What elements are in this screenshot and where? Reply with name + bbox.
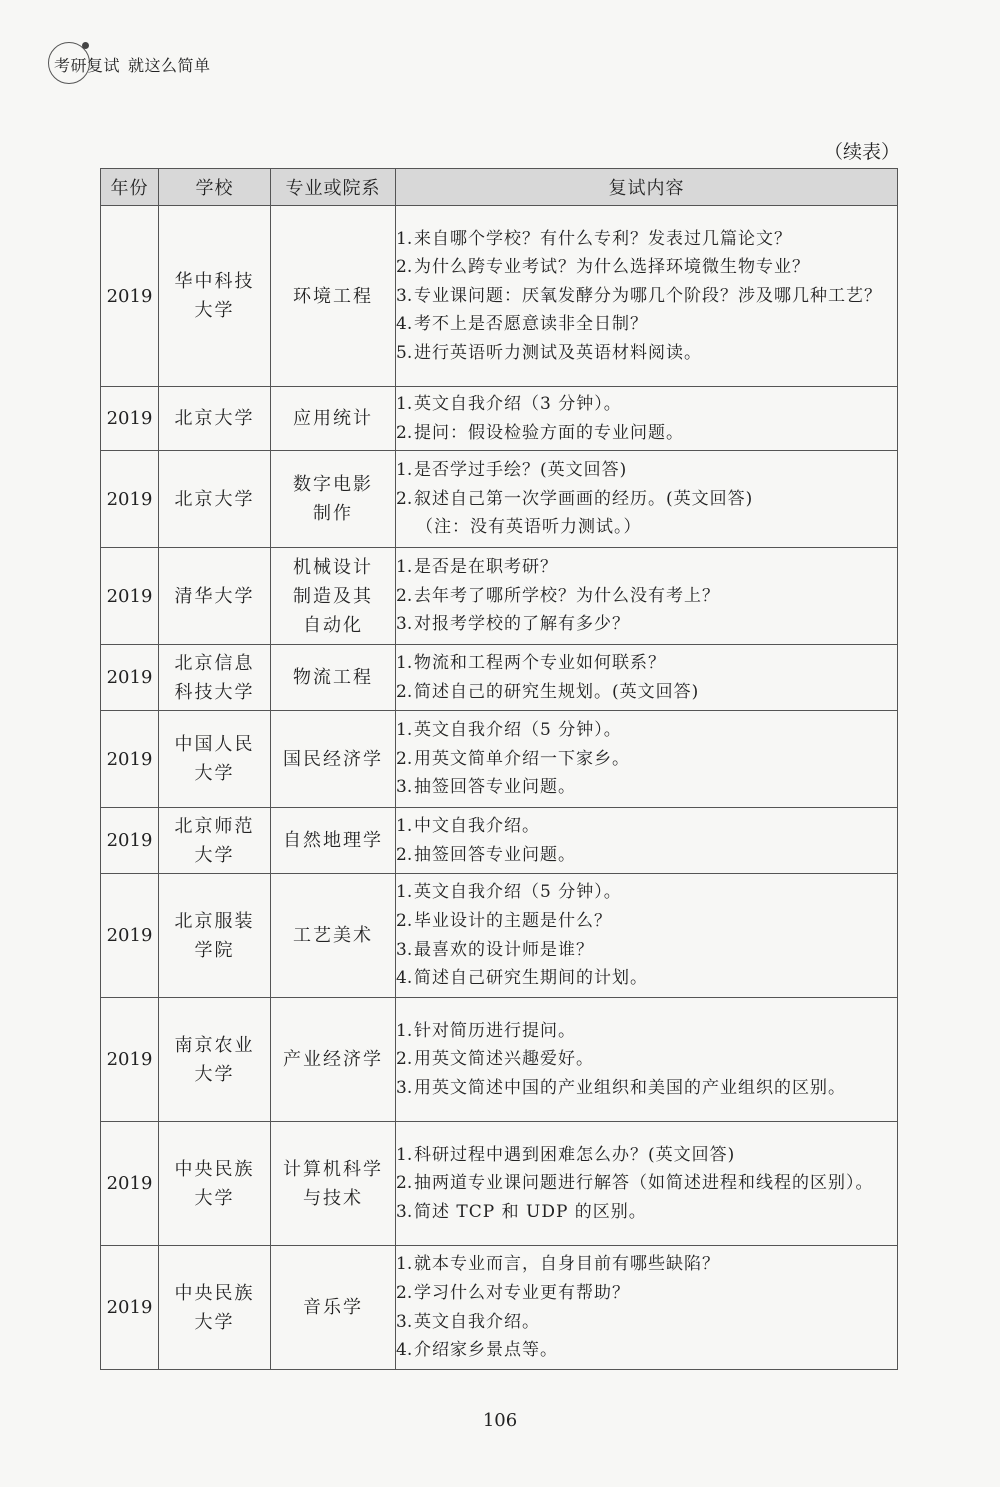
list-item [396,964,897,993]
item-text: 去年考了哪所学校？为什么没有考上？ [414,585,720,606]
list-item [396,878,897,907]
year-cell: 2019 [101,645,159,711]
item-text: 进行英语听力测试及英语材料阅读。 [414,342,702,363]
item-number: 1. [396,720,413,741]
table-row [101,548,898,645]
content-cell [396,206,898,387]
item-text: 英文自我介绍（5 分钟）。 [414,720,622,741]
logo-dot-icon [82,42,89,49]
major-cell-line: 工艺美术 [293,925,373,946]
column-header-major: 专业或院系 [271,169,396,206]
school-cell [159,451,271,548]
major-cell [271,1246,396,1370]
school-cell [159,1246,271,1370]
major-cell-line: 计算机科学 [283,1158,383,1180]
item-number: 1. [396,882,413,903]
continued-label: （续表） [823,141,900,163]
year-cell: 2019 [101,451,159,548]
school-cell [159,387,271,451]
major-cell-line: 制造及其 [293,585,373,607]
item-text: 就本专业而言，自身目前有哪些缺陷？ [414,1254,720,1275]
item-text: 针对简历进行提问。 [414,1020,576,1041]
major-cell [271,711,396,808]
school-cell-line: 大学 [194,300,235,321]
school-cell-line: 北京大学 [174,408,255,429]
item-number: 2. [396,844,413,865]
year-cell: 2019 [101,808,159,874]
list-item [396,1045,897,1074]
major-cell [271,808,396,874]
list-item [396,1074,897,1103]
item-number: 1. [396,652,413,673]
list-item [396,773,897,802]
header-brand: 考研复试 [54,55,121,75]
table-row [101,206,898,387]
major-cell-line: 音乐学 [303,1297,363,1318]
interview-table [100,168,898,1370]
school-cell-line: 大学 [194,844,235,866]
list-item [396,485,897,514]
list-item [396,456,897,485]
header-tagline: 就这么简单 [128,55,211,75]
school-cell-line: 学院 [194,939,235,961]
school-cell-line: 大学 [194,763,235,784]
item-number: 2. [396,585,413,606]
table-row [101,387,898,451]
item-number: 3. [396,777,413,798]
item-number: 2. [396,1173,413,1194]
item-text: 简述自己的研究生规划。(英文回答) [414,681,700,702]
list-item [396,1250,897,1279]
major-cell-line: 产业经济学 [283,1049,383,1070]
content-cell [396,808,898,874]
item-text: 学习什么对专业更有帮助？ [414,1282,630,1303]
item-number: 1. [396,1254,413,1275]
major-cell [271,645,396,711]
list-item [396,390,897,419]
school-cell-line: 清华大学 [174,585,255,607]
major-cell [271,387,396,451]
list-item [396,649,897,678]
table-row [101,711,898,808]
year-cell: 2019 [101,998,159,1122]
school-cell-line: 大学 [194,1311,235,1333]
major-cell [271,548,396,645]
major-cell-line: 环境工程 [293,285,373,307]
item-text: 中文自我介绍。 [414,815,540,836]
item-text: 考不上是否愿意读非全日制？ [414,314,648,335]
item-text: 毕业设计的主题是什么？ [414,910,612,931]
list-item [396,907,897,936]
item-number: 4. [396,968,413,989]
table-row [101,808,898,874]
item-number: 5. [396,342,413,363]
item-number: 2. [396,488,413,509]
table-row [101,451,898,548]
school-cell-line: 北京大学 [174,488,255,510]
table-row [101,874,898,998]
year-cell: 2019 [101,874,159,998]
item-number: 1. [396,460,413,481]
school-cell [159,998,271,1122]
major-cell-line: 机械设计 [293,556,373,578]
year-cell: 2019 [101,206,159,387]
list-item [396,745,897,774]
year-cell: 2019 [101,711,159,808]
page-number: 106 [482,1410,518,1431]
list-item [396,1279,897,1308]
item-text: 提问：假设检验方面的专业问题。 [414,422,684,443]
year-cell: 2019 [101,387,159,451]
list-item [396,1336,897,1365]
list-item [396,419,897,448]
content-cell [396,998,898,1122]
note-text: （注：没有英语听力测试。） [416,517,642,538]
major-cell [271,451,396,548]
content-cell [396,387,898,451]
item-number: 3. [396,614,413,635]
item-number: 1. [396,815,413,836]
list-item [396,841,897,870]
major-cell-line: 自然地理学 [283,830,383,851]
list-item [396,253,897,282]
school-cell [159,206,271,387]
item-text: 最喜欢的设计师是谁？ [414,939,594,960]
table-row [101,645,898,711]
list-item [396,282,897,311]
column-header-year: 年份 [101,169,159,206]
content-cell [396,548,898,645]
item-text: 为什么跨专业考试？为什么选择环境微生物专业？ [414,257,810,278]
list-item [396,1198,897,1227]
item-number: 1. [396,1144,413,1165]
school-cell-line: 北京师范 [174,815,255,837]
item-number: 2. [396,910,413,931]
item-number: 3. [396,1311,413,1332]
item-text: 抽签回答专业问题。 [414,844,576,865]
item-text: 抽签回答专业问题。 [414,777,576,798]
major-cell-line: 物流工程 [293,667,373,688]
column-header-content: 复试内容 [396,169,898,206]
item-text: 简述自己研究生期间的计划。 [414,968,648,989]
item-text: 抽两道专业课问题进行解答（如简述进程和线程的区别）。 [414,1173,874,1194]
major-cell-line: 国民经济学 [283,748,383,770]
content-cell [396,711,898,808]
major-cell-line: 制作 [313,503,353,524]
school-cell [159,808,271,874]
major-cell [271,998,396,1122]
year-cell: 2019 [101,548,159,645]
content-cell [396,1246,898,1370]
item-number: 4. [396,314,413,335]
school-cell-line: 北京信息 [174,652,255,674]
item-number: 3. [396,285,413,306]
school-cell-line: 北京服装 [174,910,255,932]
major-cell-line: 应用统计 [293,408,373,429]
item-text: 物流和工程两个专业如何联系？ [414,652,666,673]
major-cell [271,1122,396,1246]
school-cell [159,874,271,998]
item-number: 2. [396,422,413,443]
major-cell [271,206,396,387]
list-item [396,310,897,339]
item-number: 2. [396,681,413,702]
item-text: 英文自我介绍（3 分钟）。 [414,393,622,414]
major-cell [271,874,396,998]
major-cell-line: 数字电影 [293,474,373,495]
item-text: 用英文简述兴趣爱好。 [414,1049,594,1070]
list-item [396,582,897,611]
item-text: 叙述自己第一次学画画的经历。(英文回答) [414,488,754,509]
item-number: 1. [396,393,413,414]
list-item [396,1308,897,1337]
list-item [396,812,897,841]
school-cell [159,711,271,808]
item-text: 是否是在职考研？ [414,557,558,578]
item-number: 2. [396,1282,413,1303]
header-text [54,53,211,76]
school-cell-line: 中央民族 [174,1282,255,1304]
item-number: 3. [396,939,413,960]
list-item [396,339,897,368]
table-row [101,1122,898,1246]
major-cell-line: 自动化 [303,614,363,636]
item-number: 2. [396,748,413,769]
school-cell-line: 科技大学 [174,681,255,703]
content-cell [396,451,898,548]
list-item [396,716,897,745]
item-number: 2. [396,1049,413,1070]
content-cell [396,874,898,998]
item-text: 用英文简单介绍一下家乡。 [414,748,630,769]
school-cell-line: 中国人民 [174,734,255,755]
list-item [396,610,897,639]
item-text: 英文自我介绍。 [414,1311,540,1332]
column-header-school: 学校 [159,169,271,206]
school-cell [159,1122,271,1246]
list-item [396,1169,897,1198]
item-number: 2. [396,257,413,278]
year-cell: 2019 [101,1246,159,1370]
table-row [101,998,898,1122]
table-body [101,206,898,1370]
list-item [396,936,897,965]
major-cell-line: 与技术 [303,1187,363,1209]
content-cell [396,1122,898,1246]
item-text: 是否学过手绘？(英文回答) [414,460,628,481]
list-item [396,678,897,707]
school-cell-line: 中央民族 [174,1158,255,1180]
school-cell-line: 大学 [194,1187,235,1209]
item-text: 专业课问题：厌氧发酵分为哪几个阶段？涉及哪几种工艺？ [414,285,882,306]
item-number: 3. [396,1077,413,1098]
item-number: 1. [396,228,413,249]
item-number: 4. [396,1340,413,1361]
year-cell: 2019 [101,1122,159,1246]
item-text: 来自哪个学校？有什么专利？发表过几篇论文？ [414,228,792,249]
school-cell [159,645,271,711]
item-number: 3. [396,1201,413,1222]
item-text: 简述 TCP 和 UDP 的区别。 [414,1201,647,1222]
item-text: 介绍家乡景点等。 [414,1340,558,1361]
item-text: 英文自我介绍（5 分钟）。 [414,882,622,903]
table-header-row [101,169,898,206]
school-cell-line: 南京农业 [174,1034,255,1056]
table-row [101,1246,898,1370]
page-header [48,42,211,86]
content-cell [396,645,898,711]
list-item [396,553,897,582]
item-number: 1. [396,557,413,578]
list-item [396,1141,897,1170]
school-cell-line: 华中科技 [174,271,255,292]
list-item [396,225,897,254]
item-number: 1. [396,1020,413,1041]
item-text: 科研过程中遇到困难怎么办？(英文回答) [414,1144,736,1165]
item-text: 用英文简述中国的产业组织和美国的产业组织的区别。 [414,1077,846,1098]
school-cell-line: 大学 [194,1063,235,1085]
list-item [396,1017,897,1046]
item-text: 对报考学校的了解有多少？ [414,614,630,635]
school-cell [159,548,271,645]
